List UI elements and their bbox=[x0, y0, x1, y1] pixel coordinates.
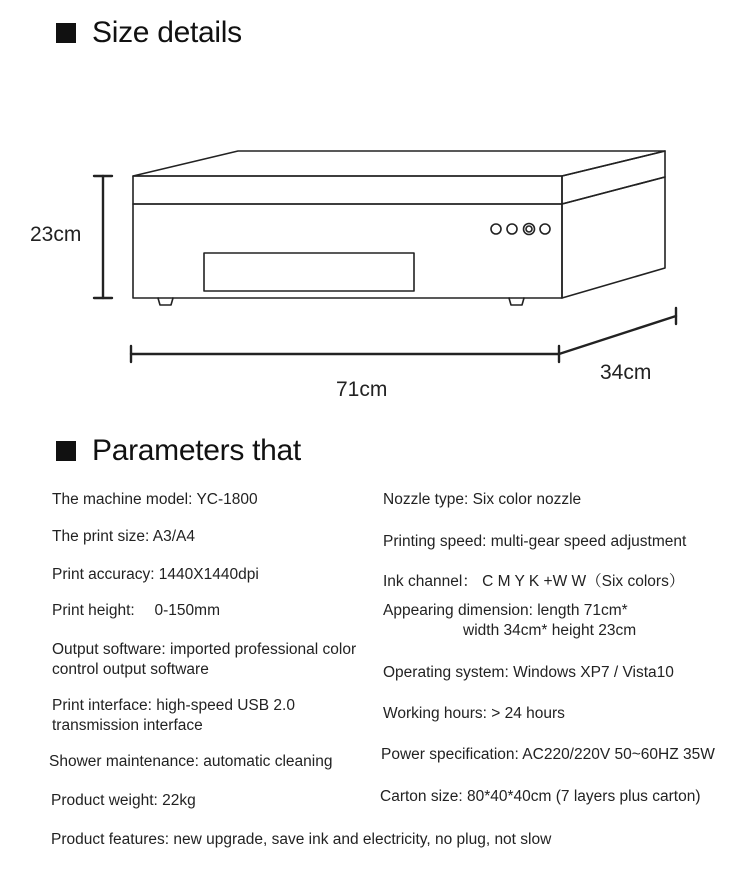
param-product-features: Product features: new upgrade, save ink and electricity, no plug, not slow bbox=[51, 831, 552, 848]
printer-power-button-inner-icon bbox=[526, 226, 532, 232]
printer-foot-left bbox=[158, 298, 173, 305]
width-dimension-label: 71cm bbox=[336, 378, 388, 401]
param-print-size: The print size: A3/A4 bbox=[52, 528, 196, 545]
printer-body-side bbox=[562, 177, 665, 298]
printer-lid-side bbox=[562, 151, 665, 204]
printer-power-button-icon bbox=[524, 224, 535, 235]
printer-output-slot bbox=[204, 253, 414, 291]
parameters-heading bbox=[56, 434, 301, 468]
param-line: transmission interface bbox=[52, 717, 203, 734]
param-printing-speed: Printing speed: multi-gear speed adjustment bbox=[383, 533, 687, 550]
height-dimension-line bbox=[94, 176, 112, 298]
param-nozzle-type: Nozzle type: Six color nozzle bbox=[383, 491, 582, 508]
param-print-height: Print height: 0-150mm bbox=[52, 602, 220, 619]
size-details-heading bbox=[56, 16, 242, 50]
param-appearing-dimension bbox=[383, 601, 636, 641]
param-line: Output software: imported professional color bbox=[52, 641, 357, 658]
param-print-accuracy: Print accuracy: 1440X1440dpi bbox=[52, 566, 259, 583]
height-dimension-label: 23cm bbox=[30, 223, 82, 246]
param-ink-channel: Ink channel： C M Y K +W W（Six colors） bbox=[383, 573, 685, 590]
param-line: control output software bbox=[52, 661, 209, 678]
param-power-specification: Power specification: AC220/220V 50~60HZ 35W bbox=[381, 746, 715, 763]
printer-top-face bbox=[133, 151, 665, 176]
square-bullet-icon bbox=[56, 23, 76, 43]
depth-dimension-label: 34cm bbox=[600, 361, 652, 384]
param-carton-size: Carton size: 80*40*40cm (7 layers plus carton) bbox=[380, 788, 701, 805]
parameters-title: Parameters that bbox=[92, 434, 301, 467]
param-product-weight: Product weight: 22kg bbox=[51, 792, 196, 809]
printer-button-icon bbox=[491, 224, 501, 234]
printer-foot-right bbox=[509, 298, 524, 305]
printer-button-icon bbox=[540, 224, 550, 234]
param-line: Print interface: high-speed USB 2.0 bbox=[52, 697, 295, 714]
param-output-software bbox=[52, 640, 356, 680]
square-bullet-icon bbox=[56, 441, 76, 461]
param-operating-system: Operating system: Windows XP7 / Vista10 bbox=[383, 664, 674, 681]
param-working-hours: Working hours: > 24 hours bbox=[383, 705, 565, 722]
printer-button-icon bbox=[507, 224, 517, 234]
printer-body-front bbox=[133, 204, 562, 298]
param-line: Appearing dimension: length 71cm* bbox=[383, 602, 628, 619]
param-line: width 34cm* height 23cm bbox=[463, 622, 637, 639]
depth-dimension-line bbox=[559, 308, 676, 354]
width-dimension-line bbox=[131, 346, 559, 362]
param-machine-model: The machine model: YC-1800 bbox=[52, 491, 258, 508]
param-shower-maintenance: Shower maintenance: automatic cleaning bbox=[49, 753, 333, 770]
size-details-title: Size details bbox=[92, 16, 242, 49]
param-print-interface bbox=[52, 696, 295, 736]
printer-lid-front bbox=[133, 176, 562, 204]
